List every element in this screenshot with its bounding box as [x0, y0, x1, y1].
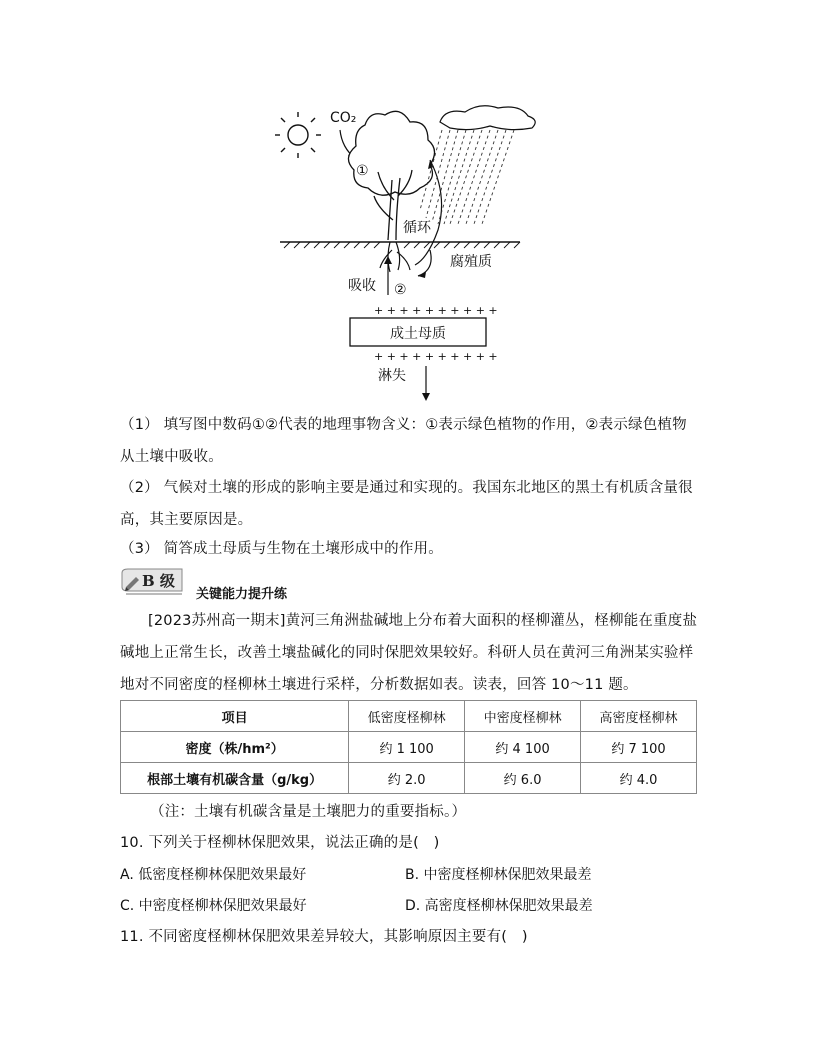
question-10-option-d: D. 高密度柽柳林保肥效果最差	[405, 898, 593, 914]
table-header-row	[121, 701, 697, 732]
plus-row-bottom: + + + + + + + + + +	[374, 350, 498, 363]
leaching-label: 淋失	[378, 368, 406, 384]
mark-2-label: ②	[394, 282, 407, 298]
question-11-stem: 11. 不同密度柽柳林保肥效果差异较大，其影响原因主要有( )	[120, 929, 528, 945]
soil-formation-diagram	[270, 100, 560, 405]
table-cell: 约 1 100	[349, 732, 465, 763]
data-table	[120, 700, 697, 794]
table-cell: 根部土壤有机碳含量（g/kg）	[121, 763, 349, 794]
level-badge	[120, 567, 186, 597]
table-row	[121, 732, 697, 763]
intro-paragraph: [2023苏州高一期末]黄河三角洲盐碱地上分布着大面积的柽柳灌丛，柽柳能在重度盐碱地上正常生长，改善土壤盐碱化的同时保肥效果较好。科研人员在黄河三角洲某实验样地对不同密度的柽柳林土壤进行采样，分析数据如表。读表，回答 10～11 题。	[120, 613, 698, 693]
table-cell: 密度（株/hm²）	[121, 732, 349, 763]
co2-label: CO₂	[330, 110, 357, 126]
question-10-option-c: C. 中密度柽柳林保肥效果最好	[120, 898, 307, 914]
question-9-part-1: （1） 填写图中数码①②代表的地理事物含义：①表示绿色植物的作用，②表示绿色植物从土壤中吸收。	[120, 417, 687, 465]
parent-material-label: 成土母质	[390, 326, 446, 342]
table-header-cell: 项目	[121, 701, 349, 732]
question-10-stem: 10. 下列关于柽柳林保肥效果，说法正确的是( )	[120, 835, 440, 851]
question-10-option-b: B. 中密度柽柳林保肥效果最差	[405, 867, 592, 883]
cycle-label: 循环	[403, 220, 431, 236]
table-note: （注：土壤有机碳含量是土壤肥力的重要指标。）	[150, 804, 467, 820]
table-header-cell: 中密度柽柳林	[465, 701, 581, 732]
table-cell: 约 4 100	[465, 732, 581, 763]
mark-1-label: ①	[356, 163, 369, 179]
table-cell: 约 2.0	[349, 763, 465, 794]
rain-icon	[420, 130, 514, 224]
sun-icon	[275, 112, 321, 158]
level-badge-text: B 级	[142, 572, 175, 590]
ground-icon	[280, 242, 520, 248]
table-cell: 约 4.0	[581, 763, 697, 794]
table-header-cell: 高密度柽柳林	[581, 701, 697, 732]
table-row	[121, 763, 697, 794]
question-10-option-a: A. 低密度柽柳林保肥效果最好	[120, 867, 307, 883]
question-9-part-2: （2） 气候对土壤的形成的影响主要是通过和实现的。我国东北地区的黑土有机质含量很高，其主要原因是。	[120, 480, 693, 528]
cloud-icon	[440, 106, 535, 130]
level-subtitle: 关键能力提升练	[196, 587, 288, 602]
table-header-cell: 低密度柽柳林	[349, 701, 465, 732]
humus-label: 腐殖质	[450, 254, 492, 270]
table-cell: 约 7 100	[581, 732, 697, 763]
table-cell: 约 6.0	[465, 763, 581, 794]
absorb-label: 吸收	[348, 278, 376, 294]
plus-row-top: + + + + + + + + + +	[374, 304, 498, 317]
question-9-part-3: （3） 简答成土母质与生物在土壤形成中的作用。	[120, 541, 443, 557]
